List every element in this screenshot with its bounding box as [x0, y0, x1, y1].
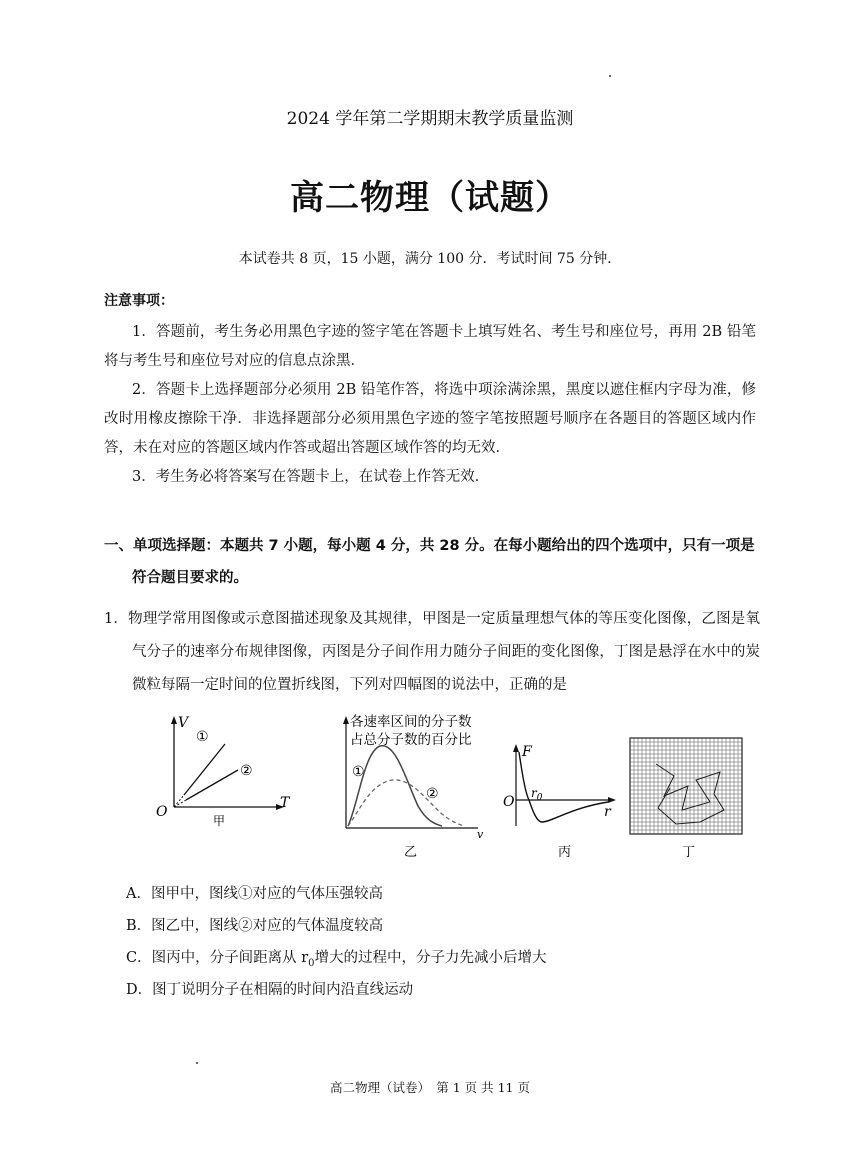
yi-label-line2: 占总分子数的百分比 [350, 732, 472, 748]
yi-curve-2-label: ② [426, 786, 439, 802]
option-c-part2: 增大的过程中，分子力先减小后增大 [314, 950, 547, 966]
section-heading-line1: 一、单项选择题：本题共 7 小题，每小题 4 分，共 28 分。在每小题给出的四个选项中，只有一项是 [104, 538, 755, 554]
section-heading [104, 530, 760, 594]
jia-line1-extension [174, 795, 184, 807]
figure-ding [626, 736, 746, 862]
bing-x-label: r [604, 804, 611, 820]
jia-line2 [186, 770, 238, 800]
jia-x-label: T [280, 795, 290, 811]
notice-heading: 注意事项： [104, 293, 174, 309]
page-title: 高二物理（试题） [290, 178, 570, 218]
question-1 [104, 603, 760, 702]
ding-grid [630, 738, 742, 834]
page-footer: 高二物理（试卷） 第 1 页 共 11 页 [330, 1080, 530, 1095]
jia-caption: 甲 [213, 814, 226, 828]
option-d: D．图丁说明分子在相隔的时间内沿直线运动 [126, 982, 414, 998]
bing-y-label: F [522, 744, 532, 760]
figure-yi [334, 710, 494, 860]
question-1-text: 1．物理学常用图像或示意图描述现象及其规律，甲图是一定质量理想气体的等压变化图像，乙图是氧气分子的速率分布规律图像，丙图是分子间作用力随分子间距的变化图像，丁图是悬浮在水中的炭微粒每隔一定时间的位置折线图，下列对四幅图的说法中，正确的是 [104, 611, 760, 693]
jia-line1 [184, 744, 225, 795]
jia-line1-label: ① [196, 729, 209, 745]
yi-label-line1: 各速率区间的分子数 [350, 714, 472, 730]
ding-caption: 丁 [682, 845, 696, 860]
scan-dot [196, 1062, 198, 1064]
option-c-part1: C．图丙中，分子间距离从 r [126, 950, 309, 966]
option-b: B．图乙中，图线②对应的气体温度较高 [126, 918, 384, 934]
figure-jia [150, 712, 300, 832]
scan-dot [609, 75, 611, 77]
jia-y-label: V [178, 715, 189, 731]
bing-x-arrow [608, 797, 616, 803]
bing-origin-label: O [503, 794, 515, 810]
section-heading-line2: 符合题目要求的。 [132, 570, 248, 586]
figure-bing [500, 742, 620, 862]
yi-x-label: v [477, 828, 484, 841]
option-c [126, 946, 547, 969]
exam-subtitle: 2024 学年第二学期期末教学质量监测 [286, 109, 574, 129]
bing-r0-label: $r_0$ [531, 786, 543, 803]
jia-y-arrow [171, 716, 177, 724]
notice-item-3: 3．考生务必将答案写在答题卡上，在试卷上作答无效． [132, 469, 490, 485]
notice-item-1: 1．答题前，考生务必用黑色字迹的签字笔在答题卡上填写姓名、考生号和座位号，再用 2B 铅笔将与考生号和座位号对应的信息点涂黑． [104, 324, 756, 369]
bing-caption: 丙 [558, 845, 572, 860]
yi-y-arrow [343, 716, 349, 724]
jia-origin-label: O [156, 804, 168, 820]
option-a: A．图甲中，图线①对应的气体压强较高 [126, 886, 383, 902]
jia-line2-extension [174, 800, 186, 807]
notice-item-2: 2．答题卡上选择题部分必须用 2B 铅笔作答，将选中项涂满涂黑，黑度以遮住框内字母为准，修改时用橡皮擦除干净．非选择题部分必须用黑色字迹的签字笔按照题号顺序在各题目的答题区域内作答，未在对应的答题区域内作答或超出答题区域作答的均无效． [104, 382, 756, 456]
yi-curve-1-label: ① [352, 764, 365, 780]
exam-info: 本试卷共 8 页，15 小题，满分 100 分．考试时间 75 分钟． [238, 251, 622, 267]
bing-y-arrow [513, 744, 519, 752]
option-c-subscript: 0 [308, 957, 315, 969]
yi-caption: 乙 [404, 845, 418, 860]
yi-curve-2 [348, 780, 464, 826]
jia-line2-label: ② [240, 763, 253, 779]
